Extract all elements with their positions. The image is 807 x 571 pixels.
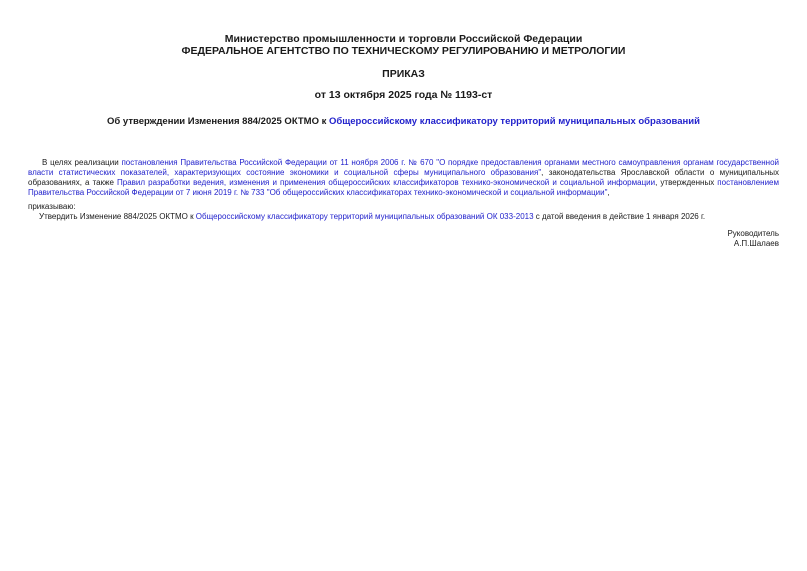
agency-line: ФЕДЕРАЛЬНОЕ АГЕНТСТВО ПО ТЕХНИЧЕСКОМУ РЕГУЛИРОВАНИЮ И МЕТРОЛОГИИ bbox=[181, 45, 626, 57]
document-header bbox=[28, 33, 779, 57]
approval-text-2: с датой введения в действие 1 января 2026 г. bbox=[533, 212, 706, 221]
doc-date-number: от 13 октября 2025 года № 1193-ст bbox=[314, 89, 493, 101]
paragraph-preamble bbox=[28, 158, 779, 198]
signature-block bbox=[28, 229, 779, 249]
doc-type-label: ПРИКАЗ bbox=[382, 68, 425, 80]
preamble-text-3: , утвержденных bbox=[655, 178, 718, 187]
title-classifier-link[interactable]: Общероссийскому классификатору территорий муниципальных образований bbox=[329, 116, 700, 127]
preamble-text-1: В целях реализации bbox=[42, 158, 122, 167]
title-text: Об утверждении Изменения 884/2025 ОКТМО к bbox=[107, 116, 329, 127]
signature-name: А.П.Шалаев bbox=[733, 239, 779, 248]
document-title bbox=[28, 116, 779, 128]
paragraph-approval bbox=[28, 212, 779, 222]
ministry-line: Министерство промышленности и торговли Российской Федерации bbox=[224, 33, 583, 45]
signature-position: Руководитель bbox=[727, 229, 779, 238]
preamble-text-2: , законодательства Ярославской области о муниципальных образованиях, а также bbox=[28, 168, 779, 187]
oktmo-classifier-link[interactable]: Общероссийскому классификатору территорий муниципальных образований ОК 033-2013 bbox=[195, 212, 534, 221]
preamble-text-4: , bbox=[607, 188, 610, 197]
resolution-733-link[interactable]: постановлением Правительства Российской Федерации от 7 июня 2019 г. № 733 "Об общероссийских классификаторах технико-экономической и социальной информации" bbox=[28, 178, 779, 197]
rules-link[interactable]: Правил разработки ведения, изменения и применения общероссийских классификаторов технико-экономической и социальной информации bbox=[117, 178, 656, 187]
document-body bbox=[28, 158, 779, 222]
approval-text-1: Утвердить Изменение 884/2025 ОКТМО к bbox=[39, 212, 196, 221]
resolution-670-link[interactable]: постановления Правительства Российской Федерации от 11 ноября 2006 г. № 670 "О порядке предоставления органами местного самоуправления органам государственной власти статистических показателей, характеризующих состояние экономики и социальной сферы муниципального образования" bbox=[28, 158, 780, 177]
paragraph-order-word: приказываю: bbox=[28, 202, 76, 211]
